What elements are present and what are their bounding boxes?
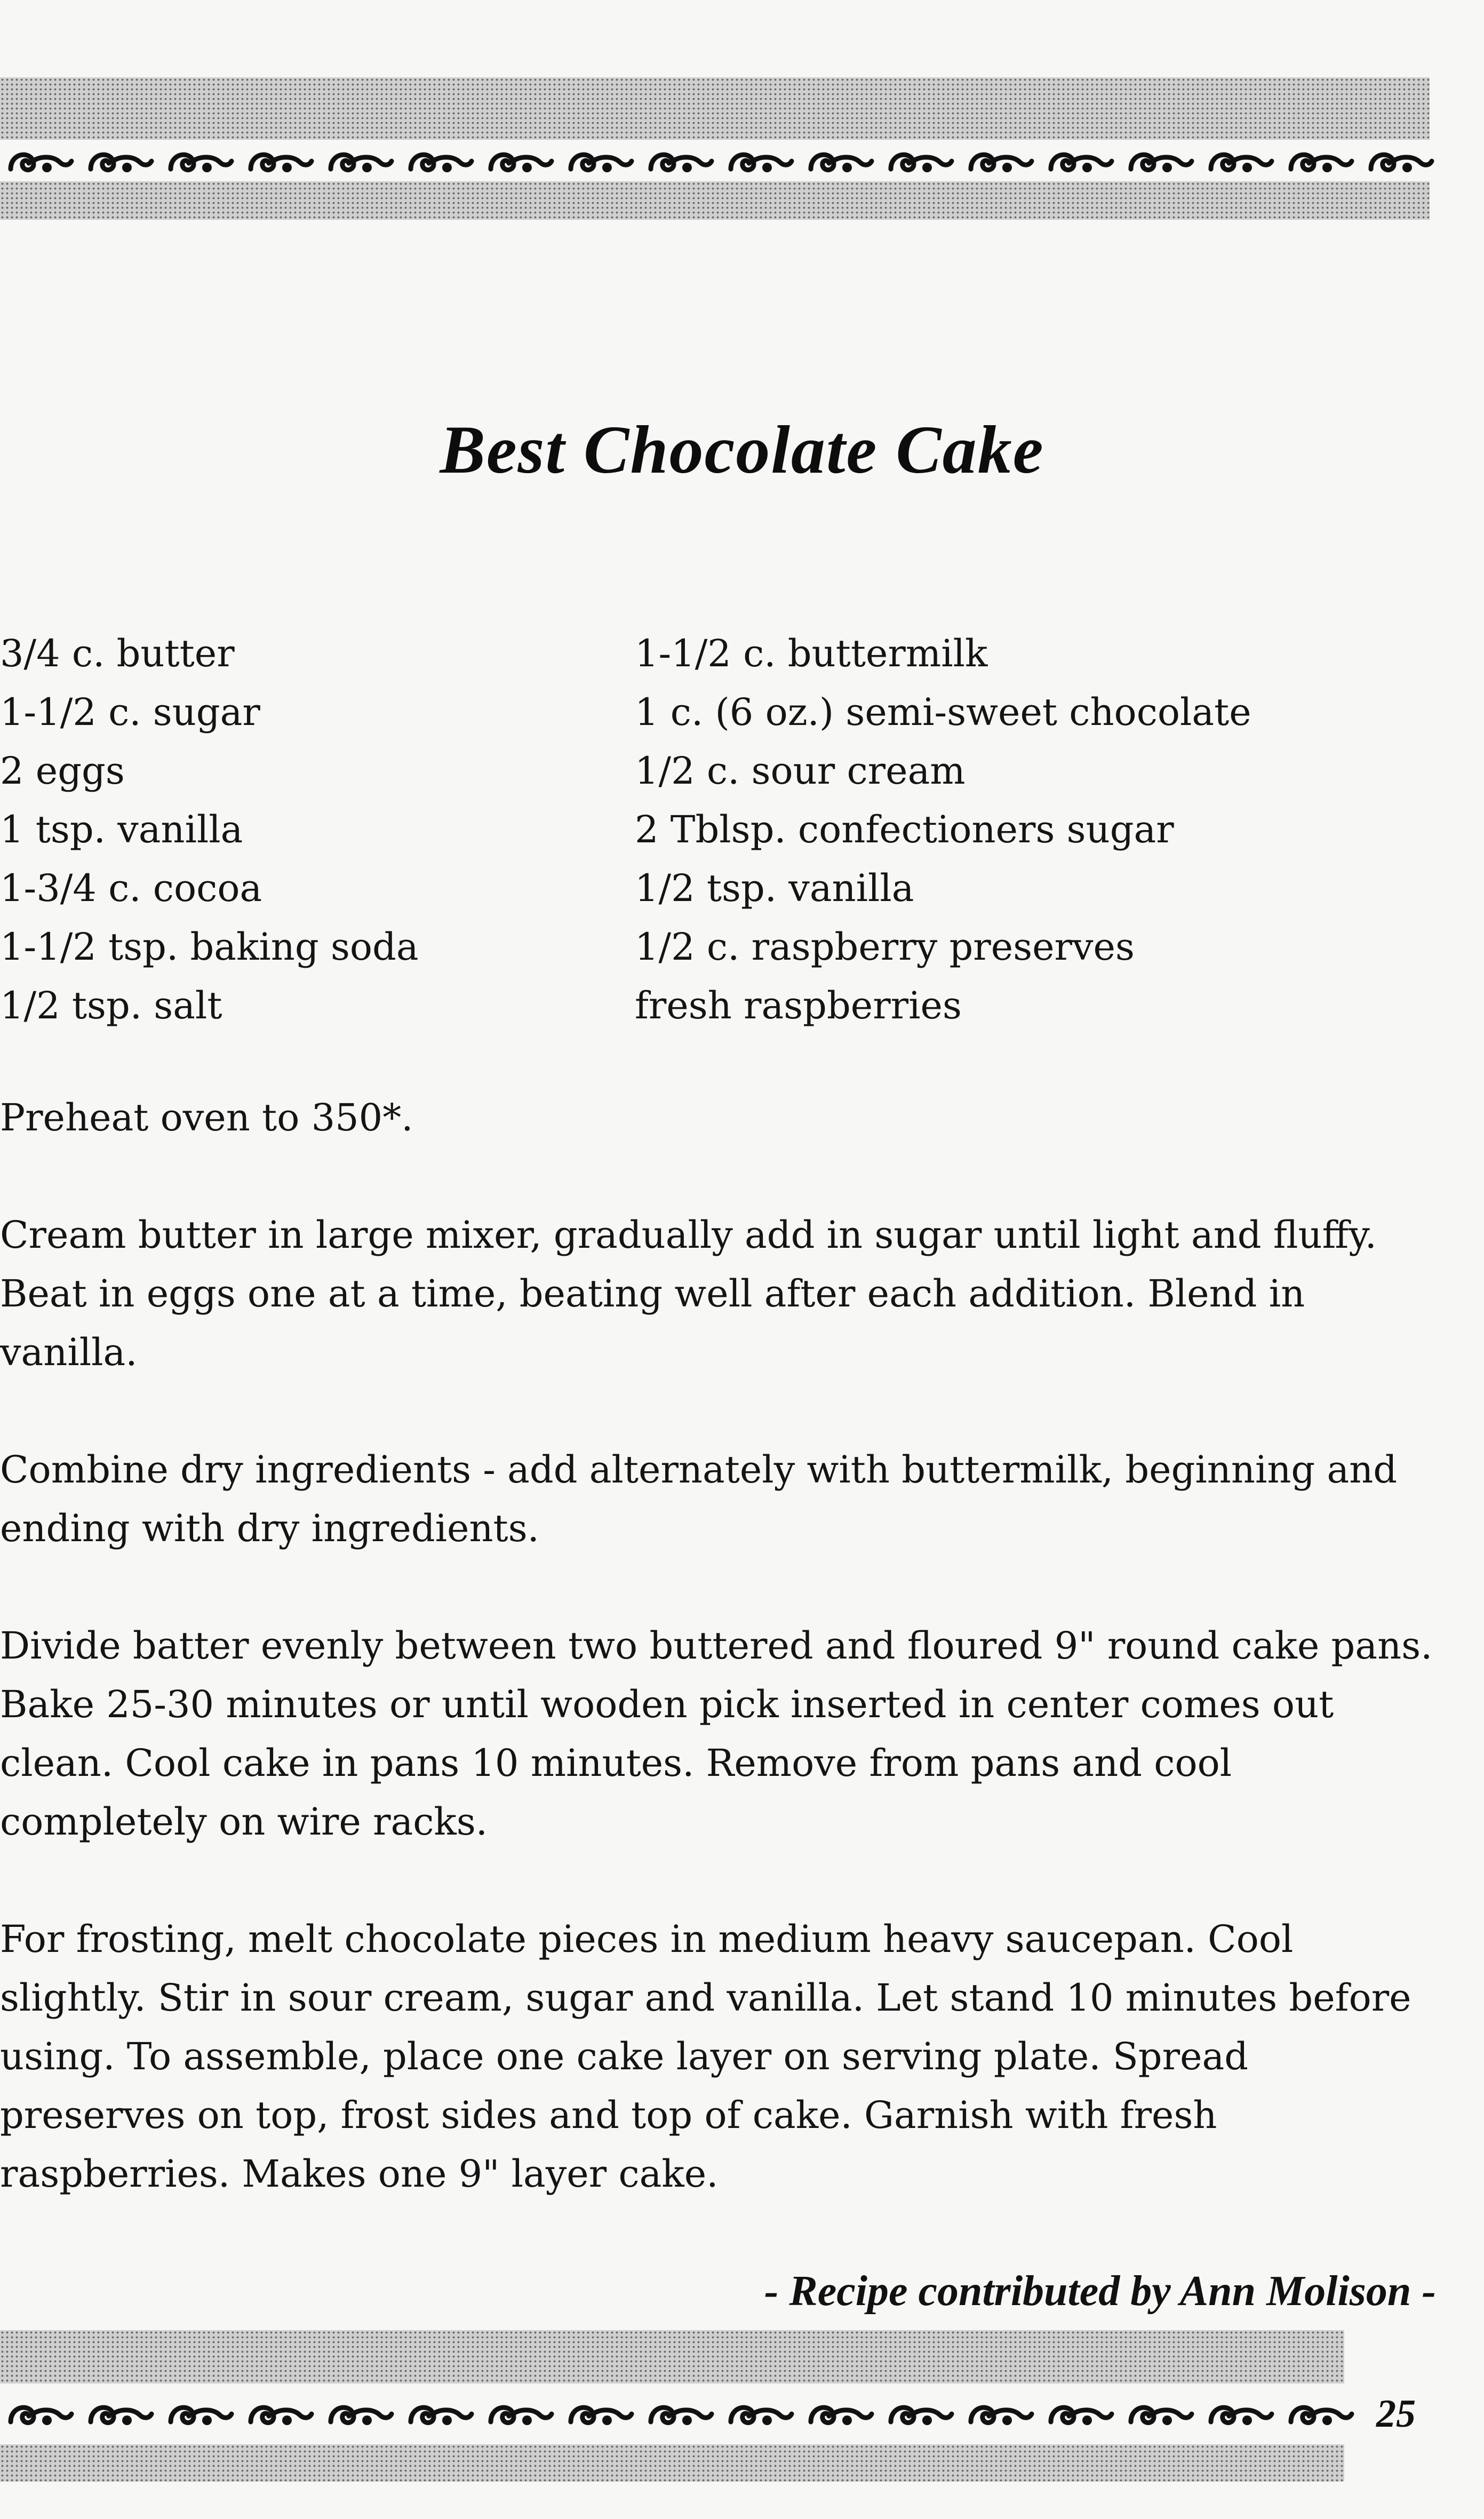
top-border-band-upper bbox=[0, 77, 1430, 140]
scroll-ornament-icon bbox=[800, 2393, 880, 2435]
scroll-ornament-icon bbox=[1360, 140, 1440, 182]
scroll-ornament-icon bbox=[720, 140, 800, 182]
scroll-ornament-icon bbox=[560, 140, 640, 182]
scroll-ornament-icon bbox=[480, 2393, 560, 2435]
scroll-ornament-icon bbox=[880, 140, 960, 182]
scroll-ornament-icon bbox=[1040, 2393, 1120, 2435]
scroll-ornament-icon bbox=[1280, 2393, 1360, 2435]
scroll-ornament-icon bbox=[0, 140, 80, 182]
ingredient-item: 1-1/2 c. buttermilk bbox=[635, 632, 988, 675]
scroll-ornament-icon bbox=[80, 2393, 160, 2435]
scroll-ornament-icon bbox=[800, 140, 880, 182]
scroll-ornament-icon bbox=[240, 2393, 320, 2435]
recipe-directions bbox=[0, 1088, 1440, 2262]
direction-paragraph: Divide batter evenly between two buttered and floured 9" round cake pans. Bake 25-30 minutes or until wooden pick inserted in center comes out clean. Cool cake in pans 10 minutes. Remove from pans and cool completely on wire racks. bbox=[0, 1624, 1433, 1844]
scroll-ornament-icon bbox=[320, 140, 400, 182]
ingredient-item: 1 c. (6 oz.) semi-sweet chocolate bbox=[635, 690, 1251, 734]
bottom-ornament-row bbox=[0, 2393, 1355, 2435]
ingredient-item: 3/4 c. butter bbox=[0, 632, 235, 675]
ingredient-item: 2 eggs bbox=[0, 749, 125, 793]
cake-ingredients-list bbox=[0, 624, 419, 1035]
recipe-title: Best Chocolate Cake bbox=[440, 412, 1044, 488]
ingredient-item: 1/2 c. sour cream bbox=[635, 749, 966, 793]
ingredient-item: 1/2 tsp. vanilla bbox=[635, 866, 914, 910]
ingredient-item: 1-1/2 c. sugar bbox=[0, 690, 260, 734]
scroll-ornament-icon bbox=[480, 140, 560, 182]
scroll-ornament-icon bbox=[0, 2393, 80, 2435]
scroll-ornament-icon bbox=[720, 2393, 800, 2435]
scroll-ornament-icon bbox=[640, 140, 720, 182]
scroll-ornament-icon bbox=[880, 2393, 960, 2435]
scroll-ornament-icon bbox=[80, 140, 160, 182]
scroll-ornament-icon bbox=[160, 140, 240, 182]
top-ornament-row bbox=[0, 140, 1440, 182]
scroll-ornament-icon bbox=[400, 140, 480, 182]
bottom-border-band-lower bbox=[0, 2444, 1344, 2482]
ingredient-item: 2 Tblsp. confectioners sugar bbox=[635, 808, 1174, 851]
direction-paragraph: Preheat oven to 350*. bbox=[0, 1096, 413, 1139]
ingredient-item: 1-3/4 c. cocoa bbox=[0, 866, 262, 910]
direction-paragraph: Combine dry ingredients - add alternately with buttermilk, beginning and ending with dry ingredients. bbox=[0, 1448, 1398, 1550]
scroll-ornament-icon bbox=[1040, 140, 1120, 182]
scroll-ornament-icon bbox=[320, 2393, 400, 2435]
scroll-ornament-icon bbox=[560, 2393, 640, 2435]
ingredient-item: fresh raspberries bbox=[635, 984, 962, 1027]
frosting-ingredients-list bbox=[635, 624, 1251, 1035]
top-border-band-lower bbox=[0, 181, 1430, 220]
scroll-ornament-icon bbox=[1120, 140, 1200, 182]
scroll-ornament-icon bbox=[240, 140, 320, 182]
scroll-ornament-icon bbox=[1120, 2393, 1200, 2435]
page-number: 25 bbox=[1376, 2392, 1416, 2436]
scroll-ornament-icon bbox=[960, 140, 1040, 182]
direction-paragraph: Cream butter in large mixer, gradually add in sugar until light and fluffy. Beat in eggs one at a time, beating well after each addition. Blend in vanilla. bbox=[0, 1213, 1377, 1374]
direction-paragraph: For frosting, melt chocolate pieces in medium heavy saucepan. Cool slightly. Stir in sour cream, sugar and vanilla. Let stand 10 minutes before using. To assemble, place one cake layer on serving plate. Spread preserves on top, frost sides and top of cake. Garnish with fresh raspberries. Makes one 9" layer cake. bbox=[0, 1917, 1411, 2196]
ingredient-item: 1/2 c. raspberry preserves bbox=[635, 925, 1135, 969]
recipe-credit: - Recipe contributed by Ann Molison - bbox=[764, 2268, 1436, 2315]
scroll-ornament-icon bbox=[1200, 140, 1280, 182]
scroll-ornament-icon bbox=[640, 2393, 720, 2435]
scroll-ornament-icon bbox=[160, 2393, 240, 2435]
scroll-ornament-icon bbox=[1280, 140, 1360, 182]
bottom-border-band-upper bbox=[0, 2330, 1344, 2384]
scroll-ornament-icon bbox=[960, 2393, 1040, 2435]
scroll-ornament-icon bbox=[400, 2393, 480, 2435]
ingredient-item: 1 tsp. vanilla bbox=[0, 808, 243, 851]
scroll-ornament-icon bbox=[1200, 2393, 1280, 2435]
ingredient-item: 1-1/2 tsp. baking soda bbox=[0, 925, 419, 969]
ingredient-item: 1/2 tsp. salt bbox=[0, 984, 222, 1027]
